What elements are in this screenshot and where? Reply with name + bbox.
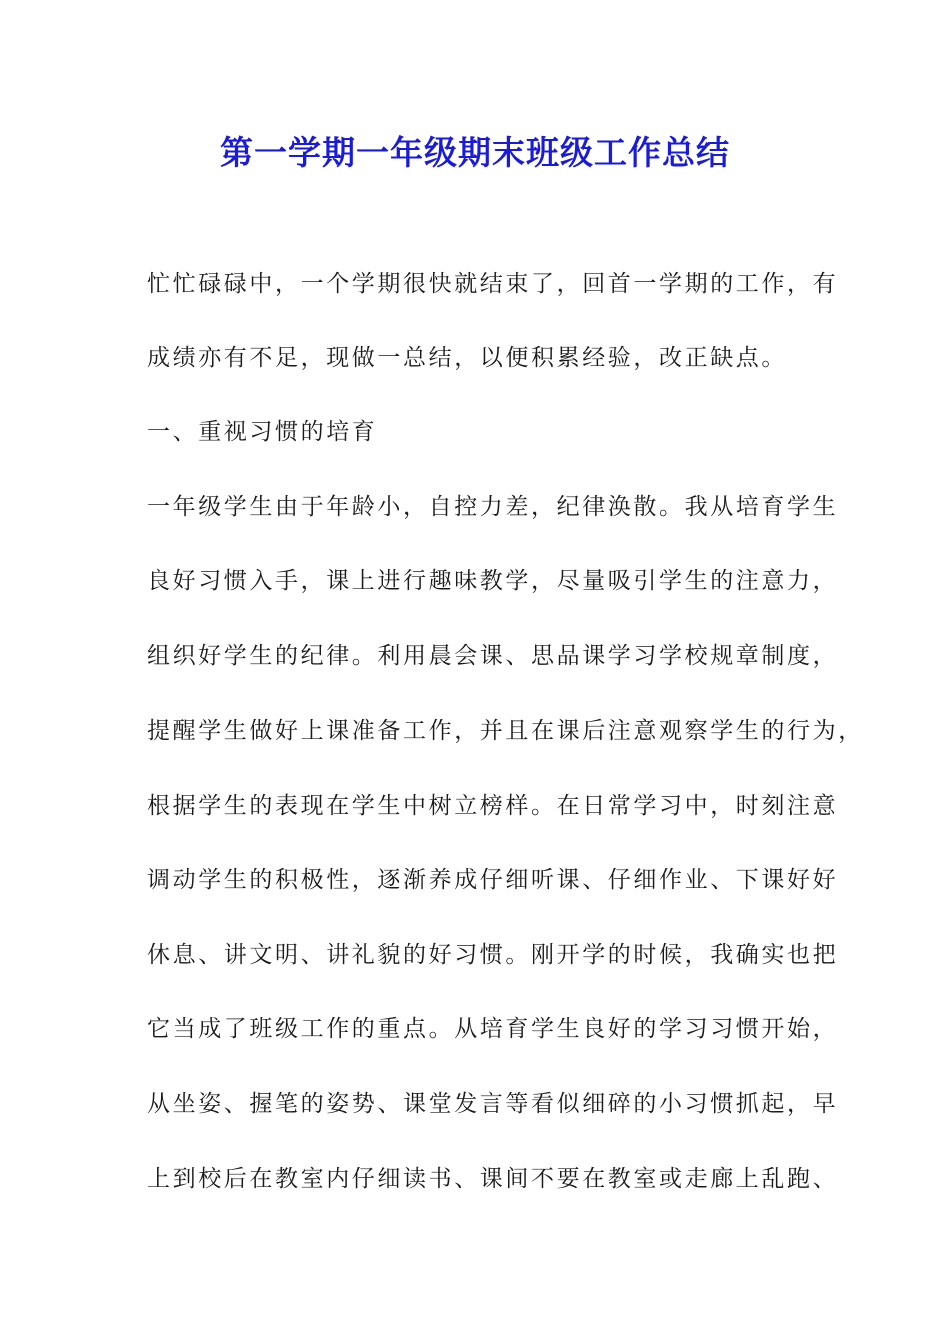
- text-line-13: 上到校后在教室内仔细读书、课间不要在教室或走廊上乱跑、: [147, 1166, 839, 1192]
- text-line-2: 成绩亦有不足，现做一总结，以便积累经验，改正缺点。: [147, 345, 787, 371]
- text-line-10: 休息、讲文明、讲礼貌的好习惯。刚开学的时候，我确实也把: [147, 942, 839, 968]
- text-line-5: 良好习惯入手，课上进行趣味教学，尽量吸引学生的注意力，: [147, 568, 839, 594]
- text-line-4: 一年级学生由于年龄小，自控力差，纪律涣散。我从培育学生: [147, 494, 839, 520]
- text-line-11: 它当成了班级工作的重点。从培育学生良好的学习习惯开始，: [147, 1016, 839, 1042]
- text-line-9: 调动学生的积极性，逐渐养成仔细听课、仔细作业、下课好好: [147, 867, 839, 893]
- text-line-7: 提醒学生做好上课准备工作，并且在课后注意观察学生的行为，: [147, 718, 864, 744]
- text-line-6: 组织好学生的纪律。利用晨会课、思品课学习学校规章制度，: [147, 643, 839, 669]
- text-line-12: 从坐姿、握笔的姿势、课堂发言等看似细碎的小习惯抓起，早: [147, 1091, 839, 1117]
- section-heading: 一、重视习惯的培育: [147, 419, 378, 445]
- document-title: 第一学期一年级期末班级工作总结: [220, 133, 730, 172]
- text-line-1: 忙忙碌碌中，一个学期很快就结束了，回首一学期的工作，有: [147, 271, 839, 297]
- text-line-8: 根据学生的表现在学生中树立榜样。在日常学习中，时刻注意: [147, 793, 839, 819]
